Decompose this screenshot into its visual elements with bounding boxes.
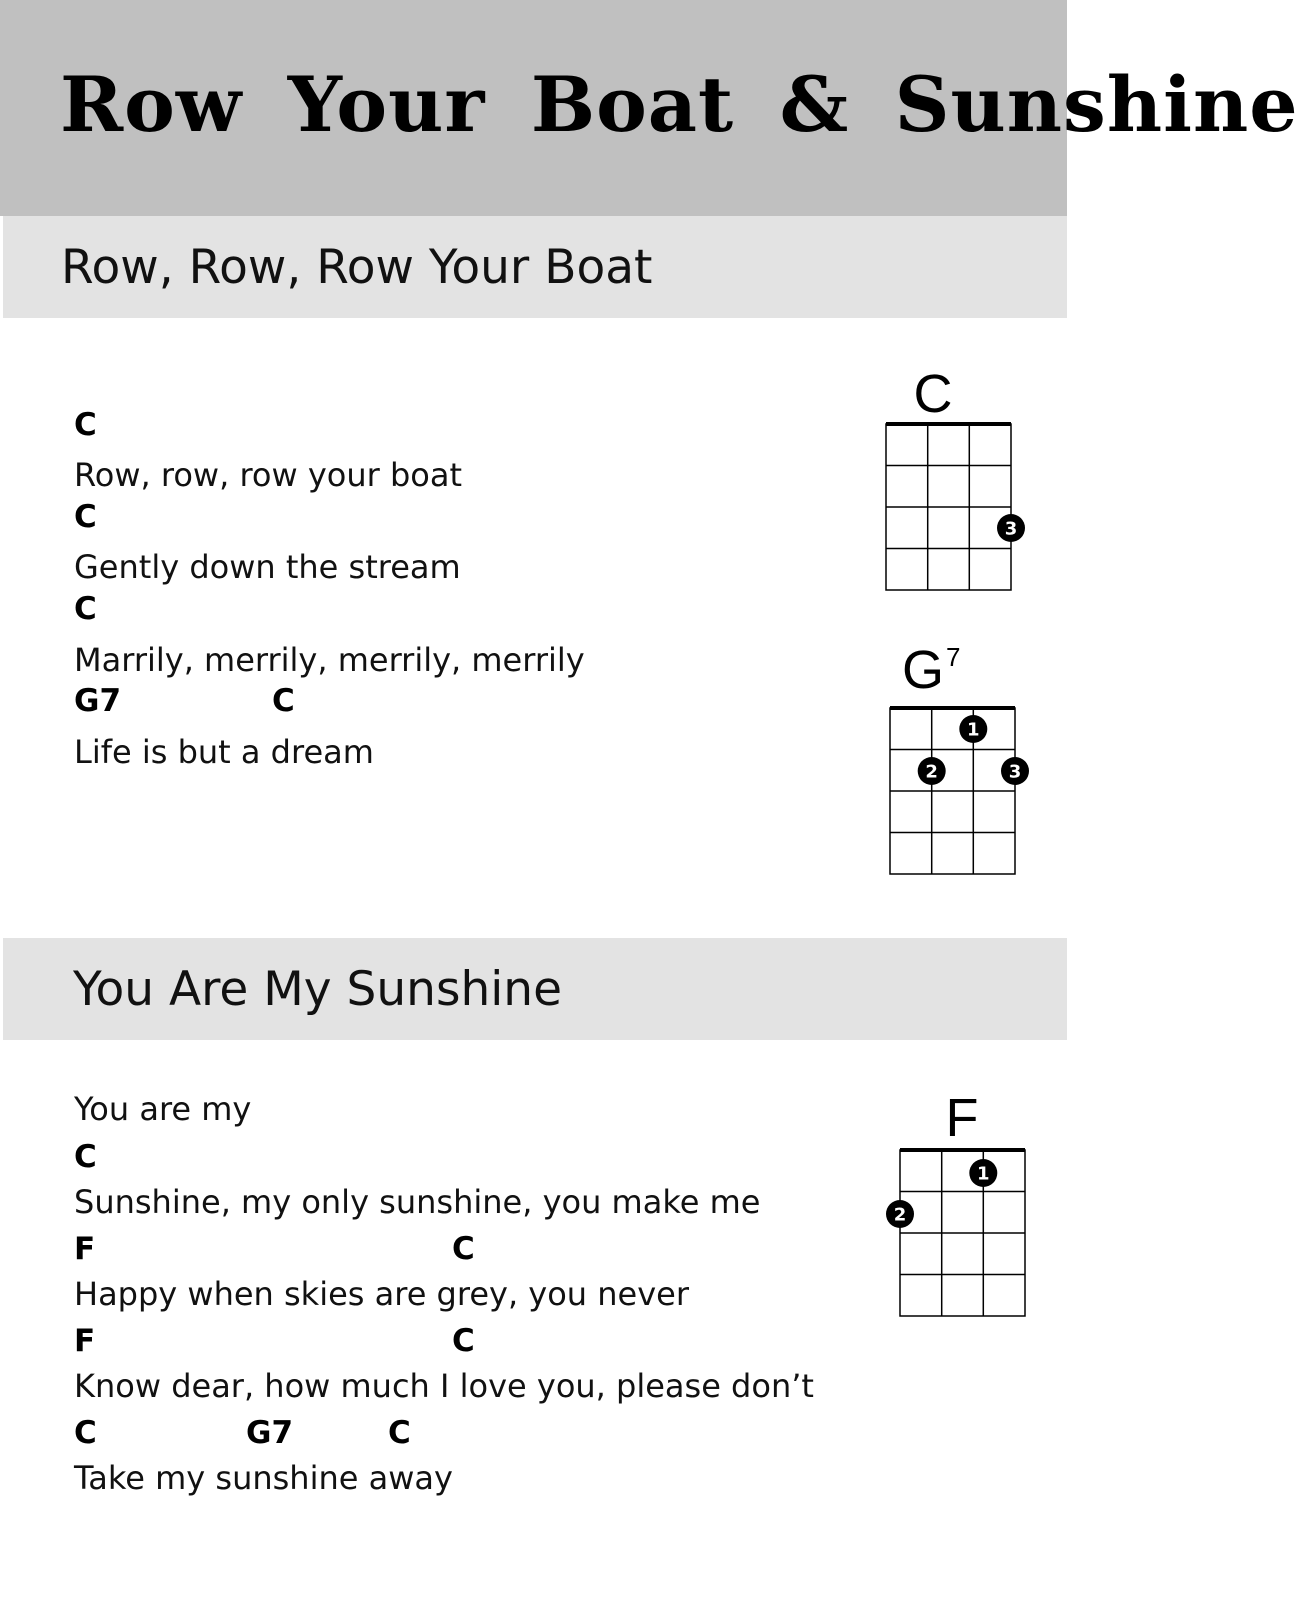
title-banner [0, 0, 1299, 216]
lyric-line: Marrily, merrily, merrily, merrily [74, 641, 585, 679]
chord-symbol: G7 [246, 1415, 294, 1451]
lyric-line: You are my [74, 1090, 252, 1128]
chord-symbol: C [452, 1231, 475, 1267]
svg-text:3: 3 [1004, 518, 1018, 540]
lyric-line: Row, row, row your boat [74, 456, 462, 494]
svg-text:1: 1 [977, 1163, 990, 1185]
chord-symbol: C [272, 683, 295, 719]
lyric-line: Life is but a dream [74, 733, 374, 771]
song-2-header [3, 938, 1067, 1040]
chord-symbol: C [388, 1415, 411, 1451]
finger-dot [1001, 757, 1029, 785]
finger-dot [886, 1200, 914, 1228]
song-2-title: You Are My Sunshine [73, 962, 563, 1017]
chord-diagram-name: $G^7$ [902, 640, 961, 700]
chord-diagram-f [884, 1082, 1044, 1324]
finger-dot [959, 715, 987, 743]
song-1-title: Row, Row, Row Your Boat [61, 240, 653, 295]
lyric-line: Take my sunshine away [74, 1459, 453, 1497]
chord-symbol: C [74, 591, 97, 627]
chord-diagram-name: C [913, 364, 953, 424]
chord-diagram-name: F [945, 1088, 979, 1148]
chord-symbol: F [74, 1231, 96, 1267]
chord-diagram-g7 [874, 640, 1034, 882]
chord-symbol: C [74, 1415, 97, 1451]
svg-text:1: 1 [967, 719, 980, 741]
lyric-line: Happy when skies are grey, you never [74, 1275, 689, 1313]
song-1-header [3, 216, 1067, 318]
chord-fretboard-grid [890, 708, 1015, 874]
finger-dot [969, 1159, 997, 1187]
svg-text:2: 2 [893, 1204, 907, 1226]
chord-diagram-c [870, 360, 1030, 600]
chord-fretboard-grid [886, 424, 1011, 590]
page-title: Row Your Boat & Sunshine [60, 60, 1299, 149]
chord-symbol: G7 [74, 683, 122, 719]
lyric-line: Know dear, how much I love you, please don’t [74, 1367, 814, 1405]
finger-dot [997, 514, 1025, 542]
chord-symbol: C [74, 499, 97, 535]
chord-symbol: F [74, 1323, 96, 1359]
chord-fretboard-grid [900, 1150, 1025, 1316]
chord-symbol: C [452, 1323, 475, 1359]
lyric-line: Sunshine, my only sunshine, you make me [74, 1183, 761, 1221]
svg-text:3: 3 [1008, 761, 1022, 783]
chord-symbol: C [74, 1139, 97, 1175]
lyric-line: Gently down the stream [74, 548, 461, 586]
chord-symbol: C [74, 407, 97, 443]
finger-dot [918, 757, 946, 785]
svg-text:2: 2 [925, 761, 938, 783]
